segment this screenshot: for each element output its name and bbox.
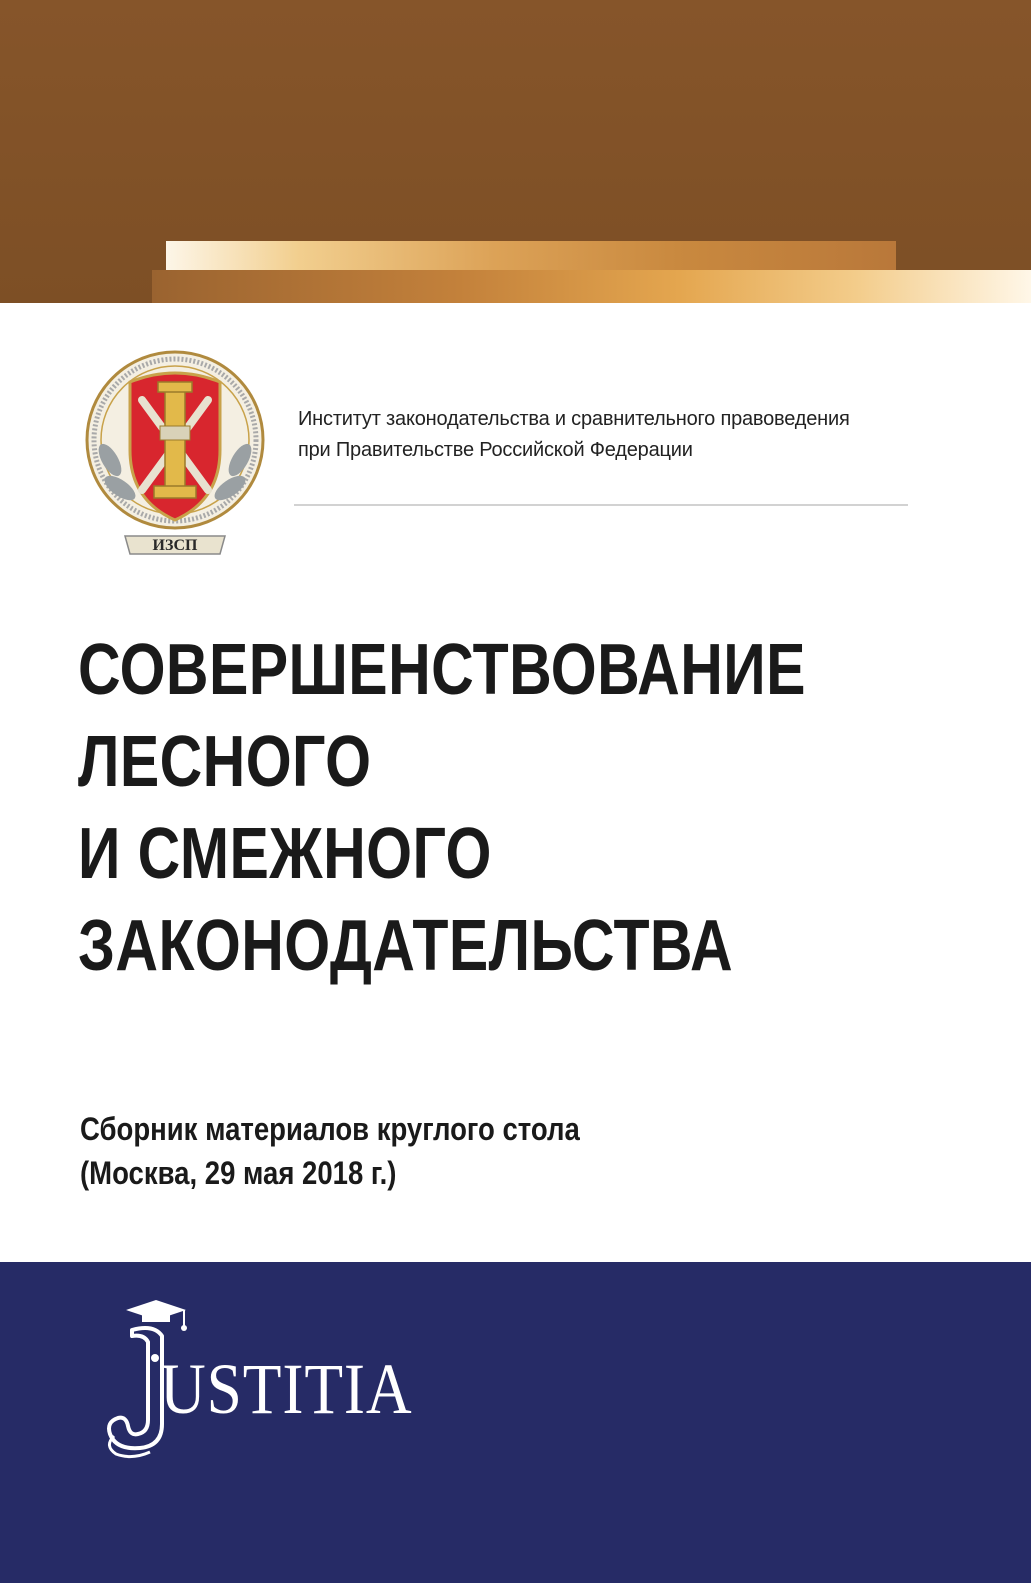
- publisher-name: USTITIA: [160, 1349, 413, 1429]
- institute-line-1: Институт законодательства и сравнительного правоведения: [298, 408, 850, 430]
- institute-emblem-icon: [80, 340, 270, 560]
- subtitle-line-2: (Москва, 29 мая 2018 г.): [80, 1155, 397, 1191]
- title-line-1: СОВЕРШЕНСТВОВАНИЕ: [78, 630, 806, 710]
- title-line-4: ЗАКОНОДАТЕЛЬСТВА: [78, 906, 734, 986]
- accent-stripe-upper: [166, 241, 896, 271]
- divider-rule: [294, 504, 908, 506]
- subtitle-line-1: Сборник материалов круглого стола: [80, 1111, 580, 1147]
- book-subtitle: [80, 1107, 734, 1195]
- institute-name: [298, 404, 938, 466]
- emblem-abbr: ИЗСП: [152, 537, 198, 554]
- accent-stripe-lower: [152, 270, 1031, 303]
- title-line-2: ЛЕСНОГО: [78, 722, 372, 802]
- title-line-3: И СМЕЖНОГО: [78, 814, 492, 894]
- book-title: [78, 624, 816, 992]
- institute-line-2: при Правительстве Российской Федерации: [298, 439, 693, 461]
